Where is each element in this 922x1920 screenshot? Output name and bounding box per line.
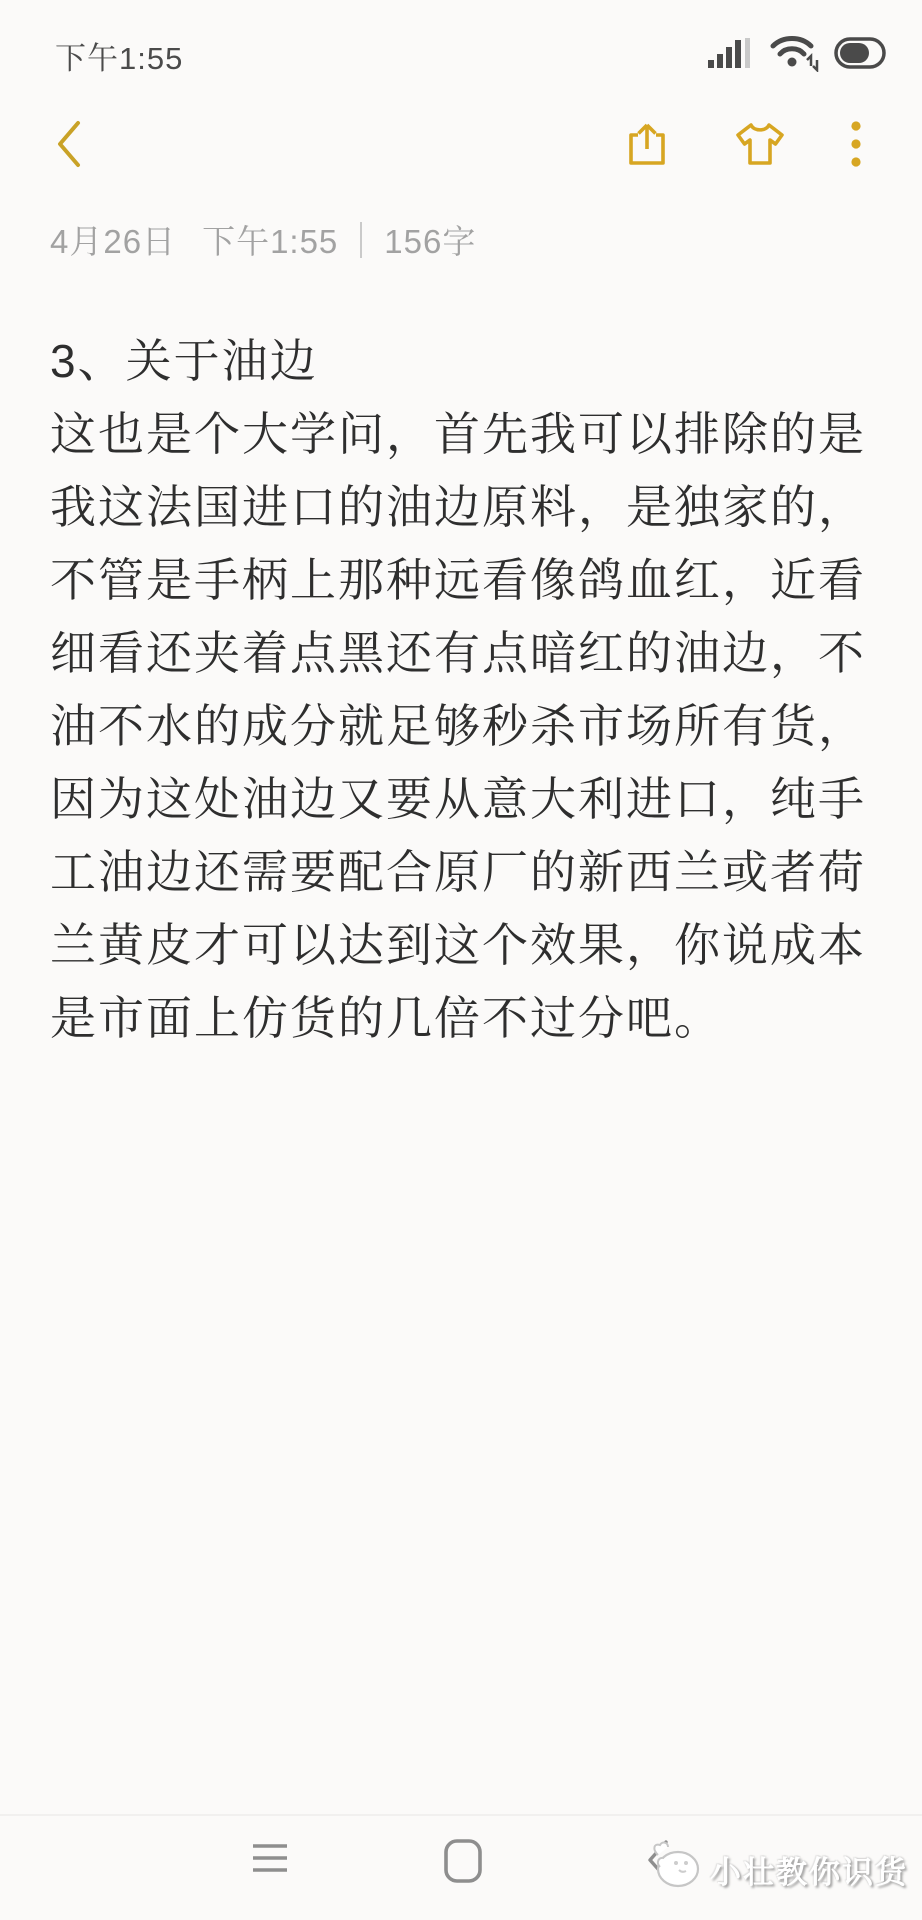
- app-bar-actions: [624, 119, 862, 172]
- system-nav-bar: [0, 1814, 922, 1920]
- note-date: 4月26日: [50, 223, 177, 260]
- home-button[interactable]: [443, 1838, 483, 1887]
- back-icon: [52, 117, 86, 174]
- note-heading: 3、关于油边: [50, 335, 318, 387]
- signal-icon: [706, 36, 754, 75]
- note-body: 这也是个大学问，首先我可以排除的是我这法国进口的油边原料，是独家的，不管是手柄上那种远看像鸽血红，近看细看还夹着点黑还有点暗红的油边，不油不水的成分就足够秒杀市场所有货，因为这处油边又要从意大利进口，纯手工油边还需要配合原厂的新西兰或者荷兰黄皮才可以达到这个效果，你说成本是市面上仿货的几倍不过分吧。: [50, 408, 866, 1044]
- nav-back-button[interactable]: [644, 1838, 670, 1885]
- theme-button[interactable]: [734, 120, 786, 171]
- note-content[interactable]: [0, 263, 922, 1055]
- recents-button[interactable]: [250, 1838, 290, 1881]
- share-button[interactable]: [624, 120, 670, 171]
- recents-icon: [250, 1866, 290, 1881]
- meta-divider: [360, 222, 362, 258]
- status-bar: [0, 0, 922, 80]
- app-bar: [0, 80, 922, 180]
- watermark-label: 小壮教你识货: [710, 1855, 908, 1890]
- note-meta: [0, 180, 922, 263]
- note-time: 下午1:55: [202, 223, 339, 260]
- wifi-icon: [769, 34, 819, 77]
- more-icon: [850, 119, 862, 172]
- share-icon: [624, 120, 670, 171]
- nav-back-icon: [644, 1870, 670, 1885]
- battery-icon: [834, 37, 886, 74]
- tshirt-icon: [734, 120, 786, 171]
- note-word-count: 156字: [384, 223, 477, 260]
- status-time: 下午1:55: [55, 40, 184, 76]
- back-button[interactable]: [52, 117, 86, 174]
- status-icons: [706, 34, 886, 77]
- more-button[interactable]: [850, 119, 862, 172]
- home-icon: [443, 1872, 483, 1887]
